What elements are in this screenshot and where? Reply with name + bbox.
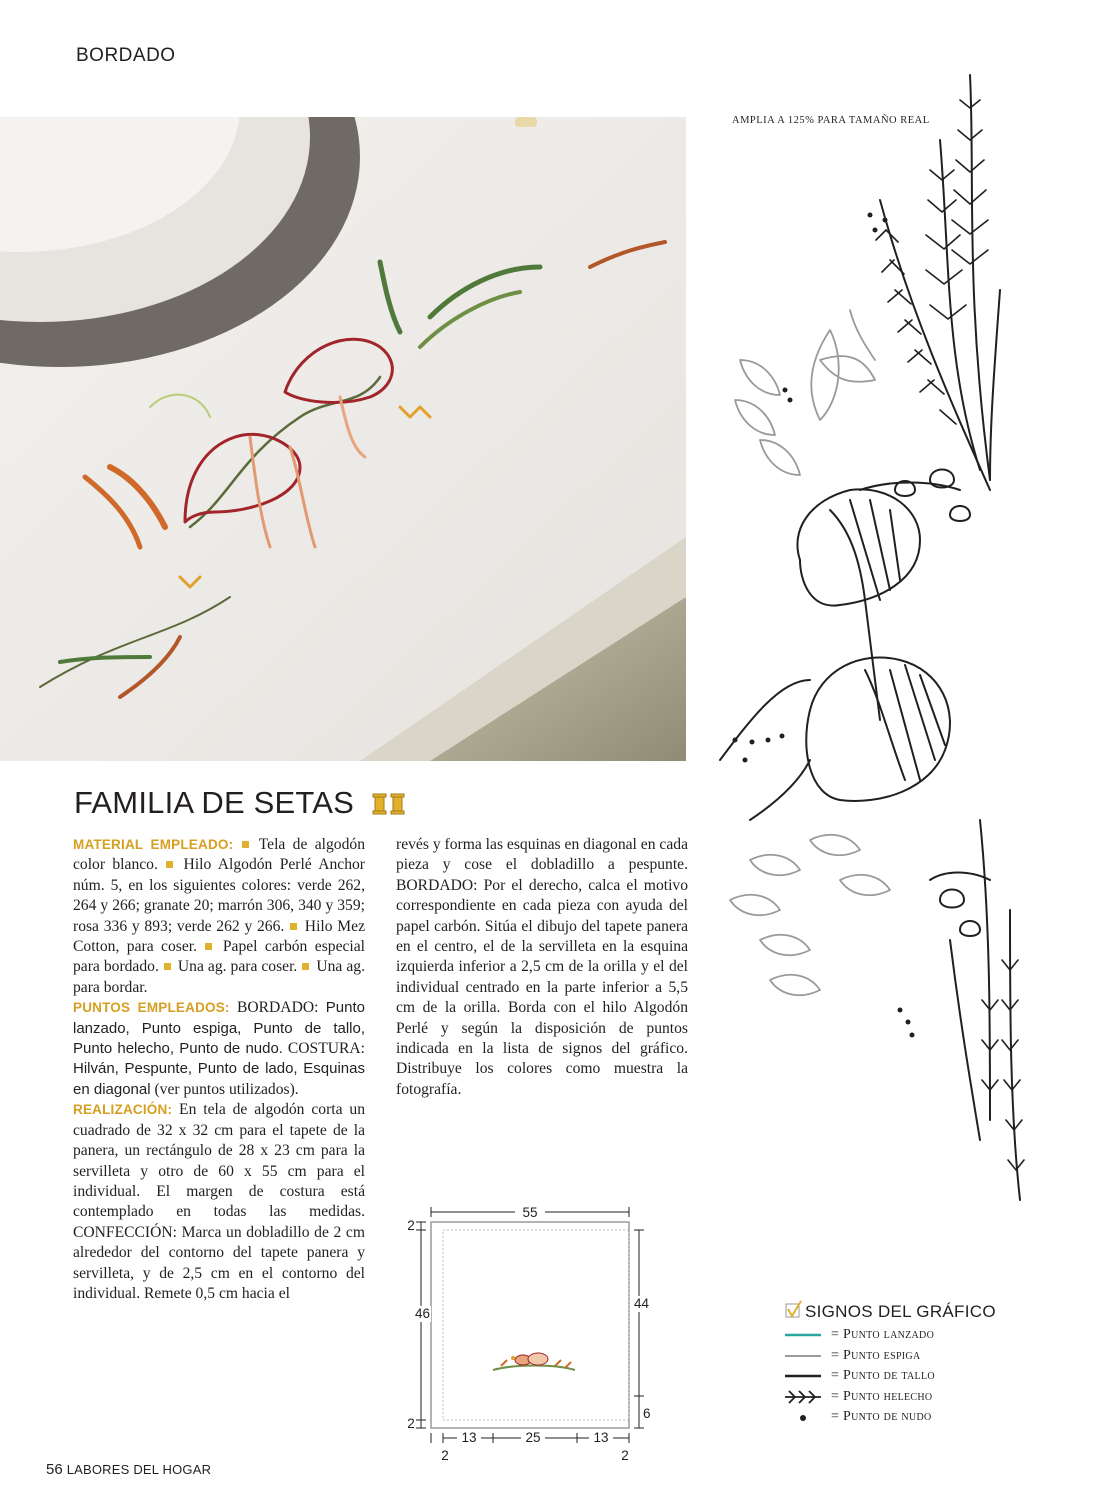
- puntos-costura-list: Hilván, Pespunte, Punto de lado, Esquinas en diagonal: [73, 1060, 365, 1098]
- dim-top-margin: 2: [407, 1218, 415, 1233]
- title-text: FAMILIA DE SETAS: [74, 785, 354, 820]
- bullet-icon: [242, 841, 249, 848]
- page-footer: [46, 1461, 211, 1478]
- material-text: Una ag. para bordar.: [73, 958, 365, 996]
- stitch-legend: [785, 1302, 1015, 1429]
- material-heading: MATERIAL EMPLEADO:: [73, 837, 234, 852]
- dim-right: 44: [634, 1296, 650, 1311]
- mini-motif-icon: [493, 1353, 575, 1370]
- legend-label: = Punto helecho: [831, 1388, 933, 1404]
- material-text: Papel carbón especial para bordado.: [73, 938, 365, 976]
- scale-note: AMPLIA A 125% PARA TAMAÑO REAL: [732, 115, 930, 126]
- dim-right-bottom: 6: [643, 1406, 651, 1421]
- embroidery-photo: [0, 117, 686, 761]
- bullet-icon: [164, 963, 171, 970]
- puntos-note: (ver puntos utilizados).: [150, 1080, 299, 1098]
- legend-row-punto-tallo: [785, 1367, 1015, 1388]
- bullet-icon: [290, 923, 297, 930]
- page-number: 56: [46, 1461, 63, 1478]
- dim-bottom-left: 13: [461, 1430, 477, 1445]
- dim-bottom-center: 25: [525, 1430, 541, 1445]
- legend-row-punto-espiga: [785, 1347, 1015, 1368]
- legend-title: SIGNOS DEL GRÁFICO: [805, 1302, 996, 1321]
- legend-label: = Punto de tallo: [831, 1368, 935, 1383]
- legend-row-punto-helecho: [785, 1388, 1015, 1409]
- bullet-icon: [302, 963, 309, 970]
- publication-name: LABORES DEL HOGAR: [66, 1462, 212, 1477]
- legend-label: = Punto de nudo: [831, 1409, 932, 1424]
- embroidery-pattern: [690, 60, 1060, 1230]
- checkbox-icon: [785, 1300, 803, 1320]
- realizacion-heading: REALIZACIÓN:: [73, 1102, 173, 1118]
- puntos-bordado-list: Punto lanzado, Punto espiga, Punto de tallo, Punto helecho, Punto de nudo.: [73, 999, 365, 1058]
- placemat-diagram: [405, 1196, 675, 1468]
- legend-row-punto-nudo: [785, 1408, 1015, 1429]
- dim-bottom-right-edge: 2: [621, 1448, 629, 1463]
- bullet-icon: [205, 943, 212, 950]
- text-column-2: revés y forma las esquinas en diagonal en cada pieza y cose el dobladillo a pespunte. BORDADO: Por el derecho, calca el motivo correspondiente en cada pieza con ayuda del papel carbón. Sitúa el dibujo del tapete panera en el centro, el de la servilleta en la esquina izquierda inferior a 2,5 cm de la orilla y el del individual centrado en la parte inferior a 5,5 cm de la orilla. Borda con el hilo Algodón Perlé y según la disposición de puntos indicada en la lista de signos del gráfico. Distribuye los colores como muestra la fotografía.: [396, 836, 688, 1098]
- dim-top: 55: [522, 1205, 538, 1220]
- realizacion-text: En tela de algodón corta un cuadrado de 32 x 32 cm para el tapete de la panera, un rectángulo de 28 x 23 cm para la servilleta y otro de 60 x 55 cm para el individual. El margen de costura está contemplado en todas las medidas. CONFECCIÓN: Marca un dobladillo de 2 cm alrededor del contorno del tapete panera y servilleta, y de 2,5 cm en el contorno del individual. Remete 0,5 cm hacia el: [73, 1101, 365, 1302]
- legend-label: = Punto espiga: [831, 1347, 921, 1363]
- puntos-bordado-label: BORDADO:: [229, 999, 326, 1017]
- material-text: Hilo Mez Cotton, para coser.: [73, 917, 365, 956]
- material-text: Hilo Algodón Perlé Anchor núm. 5, en los siguientes colores: verde 262, 264 y 266; granate 20; marrón 306, 340 y 359; rosa 336 y 893; verde 262 y 266.: [73, 856, 365, 935]
- dim-bottom-margin: 2: [407, 1416, 415, 1431]
- bullet-icon: [166, 861, 173, 868]
- dim-bottom-left-edge: 2: [441, 1448, 449, 1463]
- material-text: Una ag. para coser.: [173, 958, 302, 976]
- puntos-costura-label: COSTURA:: [282, 1040, 365, 1058]
- text-column-1: [73, 835, 365, 1304]
- article-title: [74, 785, 407, 823]
- material-text: Tela de algodón color blanco.: [73, 836, 365, 874]
- legend-label: = Punto lanzado: [831, 1327, 935, 1342]
- legend-row-punto-lanzado: [785, 1326, 1015, 1347]
- dim-bottom-right: 13: [593, 1430, 609, 1445]
- puntos-heading: PUNTOS EMPLEADOS:: [73, 1000, 230, 1016]
- section-label: BORDADO: [76, 45, 176, 66]
- difficulty-spools-icon: [371, 787, 407, 823]
- dim-left: 46: [414, 1306, 430, 1321]
